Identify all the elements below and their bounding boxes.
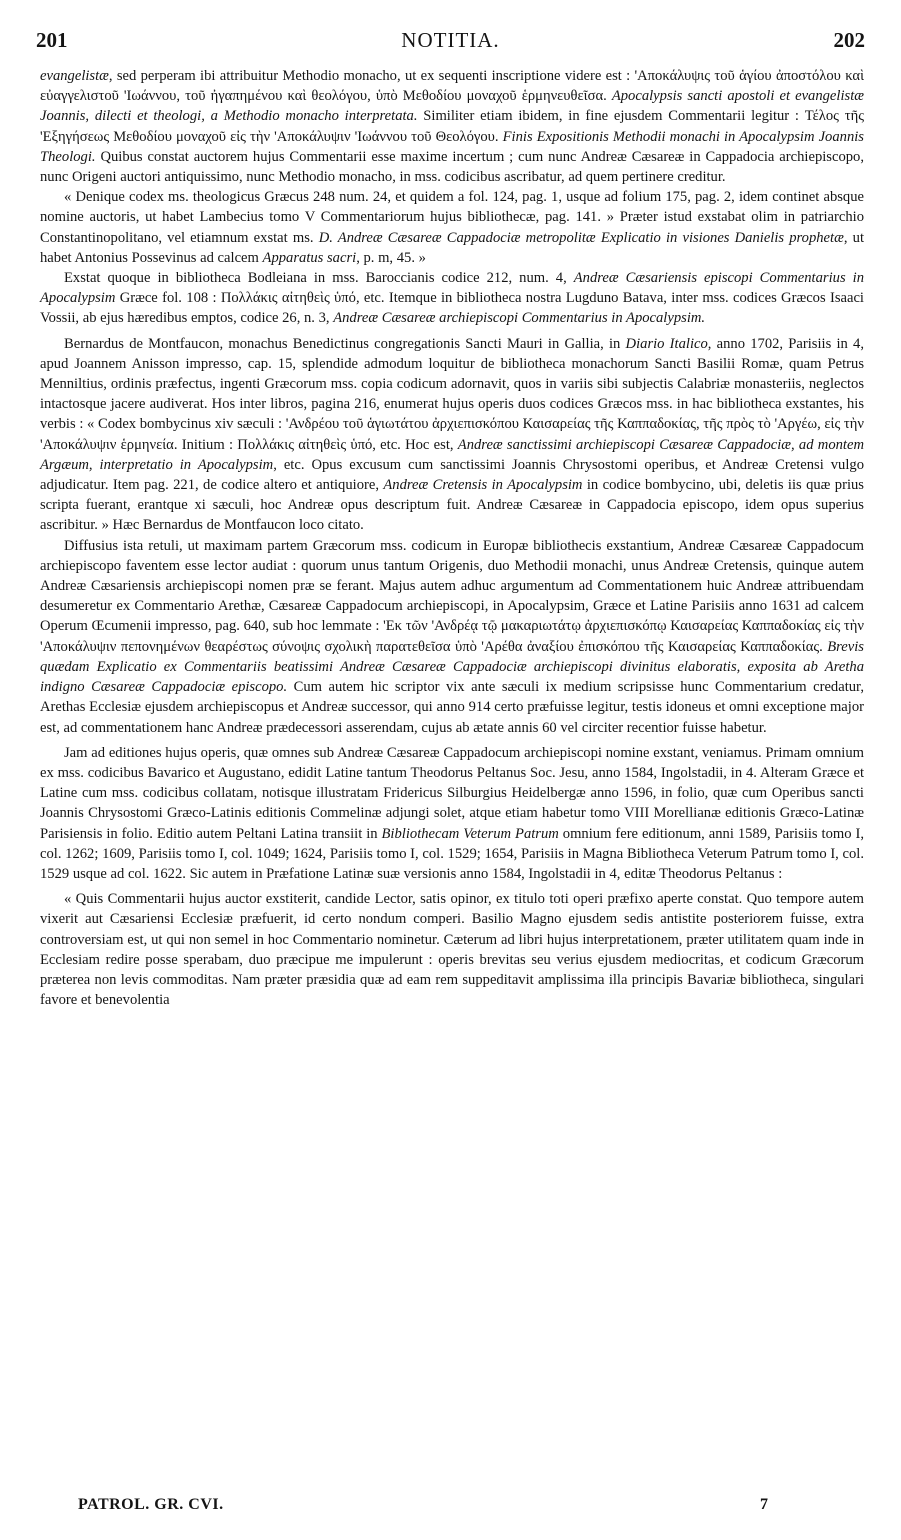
text-run: in codice bombycino, ubi, deletis iis quæ prius scripta fuerant, erantque xi sæculi, hoc Andreæ opus descriptum fuit. Andreæ Cæsareæ in Cappadocia episcopo, idem opus superius ascribitur. » Hæc Bernardus de Montfaucon loco citato.	[40, 477, 864, 534]
text-run: Græce fol. 108 : Πολλάκις αἰτηθεὶς ὑπό, etc. Itemque in bibliotheca nostra Lugduno Batava, inter mss. codices Græcos Isaaci Vossii, ab ejus hæredibus emptos, codice 26, n. 3,	[40, 290, 864, 327]
text-run: « Quis Commentarii hujus auctor exstiterit, candide Lector, satis opinor, ex titulo toti operi præfixo aperte constat. Quo tempore autem vixerit aut Cæsariensi Ecclesiæ præfuerit, id certo nondum comperi. Basilio Magno ejusdem sedis antistite posteriorem fuisse, extra controversiam est, ut qui non semel in hoc Commentario nominetur. Cæterum ad libri hujus interpretationem, præter utilitatem quam inde in Ecclesiam redire posse sperabam, duo præcipue me impulerunt : operis brevitas seu verius ejusdem mediocritas, et codicum Græcorum præterea non levis commoditas. Nam præter præsidia quæ ad eam rem suppeditavit amplissima illa principis Bavariæ bibliotheca, singulari favore et benevolentia	[40, 891, 864, 1009]
text-run: , etc. Opus excusum cum sanctissimi Joannis Chrysostomi operibus, et Andreæ Cretensi vulgo adjudicatur. Item pag. 221, de codice altero et antiquiore,	[40, 456, 864, 494]
italic-text-run: Bibliothecam Veterum Patrum	[381, 825, 559, 842]
sheet-number: 7	[760, 1496, 768, 1513]
text-run: Exstat quoque in bibliotheca Bodleiana in mss. Baroccianis codice 212, num. 4,	[64, 270, 574, 287]
text-run: , p. m, 45. »	[356, 249, 426, 266]
paragraph	[40, 66, 864, 187]
text-run: , anno 1702, Parisiis in 4, apud Joannem Anisson impresso, cap. 15, splendide admodum loquitur de bibliotheca monachorum Sancti Basilii Romæ, quam Petrus Menniltius, ordinis præfectus, ingenti Græcorum mss. copia codicum adornavit, quos in variis sibi subjectis Calabriæ monasteriis, neglectos intactosque jacere audiverat. Hos inter libros, pagina 216, enumerat hujus operis duos codices Græcos mss. in hac bibliotheca exstantes, his verbis : « Codex bombycinus xiv sæculi : 'Ανδρέου τοῦ ἁγιωτάτου ἀρχιεπισκόπου Καισαρείας τῆς Καππαδοκίας, τῆς πρὸς τὸ 'Αργέω, εἰς τὴν 'Αποκάλυψιν ἑρμηνεία. Initium : Πολλάκις αἰτηθεὶς ὑπό, etc. Hoc est,	[40, 335, 864, 453]
italic-text-run: Apocalypsis sancti apostoli et evangelistæ Joannis, dilecti et theologi, a Methodio monacho interpretata.	[40, 88, 864, 125]
italic-text-run: Andreæ Cretensis in Apocalypsim	[383, 477, 583, 494]
running-header	[36, 28, 865, 58]
text-run: « Denique codex ms. theologicus Græcus 248 num. 24, et quidem a fol. 124, pag. 1, usque ad folium 175, pag. 2, idem continet absque nomine auctoris, ut habet Lambecius tomo V Commentariorum hujus bibliothecæ, pag. 141. » Præter istud exstabat olim in patriarchio Constantinopolitano, vel etiamnum exstat ms.	[40, 189, 864, 246]
italic-text-run: Apparatus sacri	[262, 249, 357, 266]
signature-mark: PATROL. GR. CVI.	[78, 1496, 224, 1513]
running-title: NOTITIA.	[401, 28, 500, 52]
italic-text-run: Finis Expositionis Methodii monachi in Apocalypsim Joannis Theologi.	[40, 128, 864, 165]
text-run: Quibus constat auctorem hujus Commentarii esse maxime incertum ; cum nunc Andreæ Cæsareæ in Cappadocia archiepiscopo, nunc Origeni auctori antiquissimo, nunc Methodio monacho, in mss. codicibus ascribatur, ad quem pertinere creditur.	[40, 148, 864, 186]
text-run: Diffusius ista retuli, ut maximam partem Græcorum mss. codicum in Europæ bibliothecis exstantium, Andreæ Cæsareæ Cappadocum archiepiscopo faventem esse lector audiat : quorum unus tantum Origenis, duo Methodii monachi, unus Andreæ Cretensis, quinque autem Andreæ Cæsariensis archiepiscopi nomen præ se ferant. Majus autem adhuc argumentum ad Commentationem huic Andreæ attribuendam desumeretur ex Commentario Arethæ, Cæsareæ Cappadocum archiepiscopi, in Apocalypsim, Græce et Latine Parisiis anno 1631 ad calcem Operum Œcumenii impresso, pag. 640, sub hoc lemmate : 'Εκ τῶν 'Ανδρέᾳ τῷ μακαριωτάτῳ ἀρχιεπισκόπῳ Καισαρείας Καππαδοκίας εἰς τὴν 'Αποκάλυψιν πεπονημένων θεαρέστως σύνοψις σχολικὴ παρατεθεῖσα ὑπὸ 'Αρέθα ἀναξίου ἐπισκόπου τῆς Καισαρείας Καππαδοκίας.	[40, 537, 864, 655]
italic-text-run: D. Andreæ Cæsareæ Cappadociæ metropolitæ Explicatio in visiones Danielis prophetæ	[318, 229, 844, 246]
italic-text-run: evangelistæ	[40, 68, 109, 84]
italic-text-run: Andreæ sanctissimi archiepiscopi Cæsareæ Cappadociæ, ad montem Argæum, interpretatio in Apocalypsim	[40, 436, 864, 473]
paragraph	[40, 268, 864, 329]
text-run: Similiter etiam ibidem, in fine ejusdem Commentarii legitur : Τέλος τῆς 'Εξηγήσεως Μεθοδίου μοναχοῦ εἰς τὴν 'Αποκάλυψιν 'Ιωάννου τοῦ Θεολόγου.	[40, 108, 865, 145]
italic-text-run: Brevis quædam Explicatio ex Commentariis beatissimi Andreæ Cæsareæ Cappadociæ archiepiscopi divinitus elaboratis, exposita ab Aretha indigno Cæsareæ Cappadociæ episcopo.	[40, 638, 864, 696]
paragraph	[40, 743, 864, 884]
paragraph	[40, 334, 864, 536]
italic-text-run: Andreæ Cæsariensis episcopi Commentarius in Apocalypsim	[40, 270, 864, 307]
text-run: omnium fere editionum, anni 1589, Parisiis tomo I, col. 1262; 1609, Parisiis tomo I, col. 1049; 1624, Parisiis tomo I, col. 1529; 1654, Parisiis in Magna Bibliotheca Veterum Patrum tomo I, col. 1529 usque ad col. 1622. Sic autem in Præfatione Latinæ suæ versionis anno 1584, Ingolstadii in 4, editæ Theodorus Peltanus :	[40, 825, 864, 882]
body-text	[40, 66, 864, 1010]
italic-text-run: Andreæ Cæsareæ archiepiscopi Commentarius in Apocalypsim.	[333, 310, 706, 327]
page-footer	[40, 1496, 861, 1520]
page-number-right: 202	[833, 28, 865, 52]
text-run: Bernardus de Montfaucon, monachus Benedictinus congregationis Sancti Mauri in Gallia, in	[64, 335, 626, 352]
page-number-left: 201	[36, 28, 68, 52]
text-run: Cum autem hic scriptor vix ante sæculi ix medium scripsisse hunc Commentarium credatur, Arethas Ecclesiæ ejusdem archiepiscopus et Andreæ successor, qui anno 914 certo præfuisse legitur, testis idoneus et omni exceptione major est, ad commentationem hanc Andreæ prædecessori asserendam, cujus ab ætate annis 60 vel circiter recentior fuisse habetur.	[40, 679, 864, 736]
paragraph	[40, 187, 864, 268]
text-run: , ut habet Antonius Possevinus ad calcem	[40, 229, 864, 266]
text-run: Jam ad editiones hujus operis, quæ omnes sub Andreæ Cæsareæ Cappadocum archiepiscopi nomine exstant, veniamus. Primam omnium ex mss. codicibus Bavarico et Augustano, edidit Latine tantum Theodorus Peltanus Soc. Jesu, anno 1584, Ingolstadii, in 4. Alteram Græce et Latine cum mss. codicibus collatam, notisque illustratam Fridericus Silburgius Heidelbergæ anno 1596, in folio, quæ cum Operibus sancti Joannis Chrysostomi Græco-Latinis editionis Commelinæ adjungi solet, atque etiam habetur tomo VIII Morellianæ editionis Græco-Latinæ Parisiensis in folio. Editio autem Peltani Latina transiit in	[40, 744, 864, 842]
italic-text-run: Diario Italico	[625, 335, 708, 352]
paragraph	[40, 889, 864, 1010]
text-run: , sed perperam ibi attribuitur Methodio monacho, ut ex sequenti inscriptione videre est : 'Αποκάλυψις τοῦ ἁγίου ἀποστόλου καὶ εὐαγγελιστοῦ 'Ιωάννου, τοῦ ἠγαπημένου καὶ θεολόγου, ὑπὸ Μεθοδίου μοναχοῦ ἑρμηνευθεῖσα.	[40, 68, 864, 105]
paragraph	[40, 536, 864, 738]
